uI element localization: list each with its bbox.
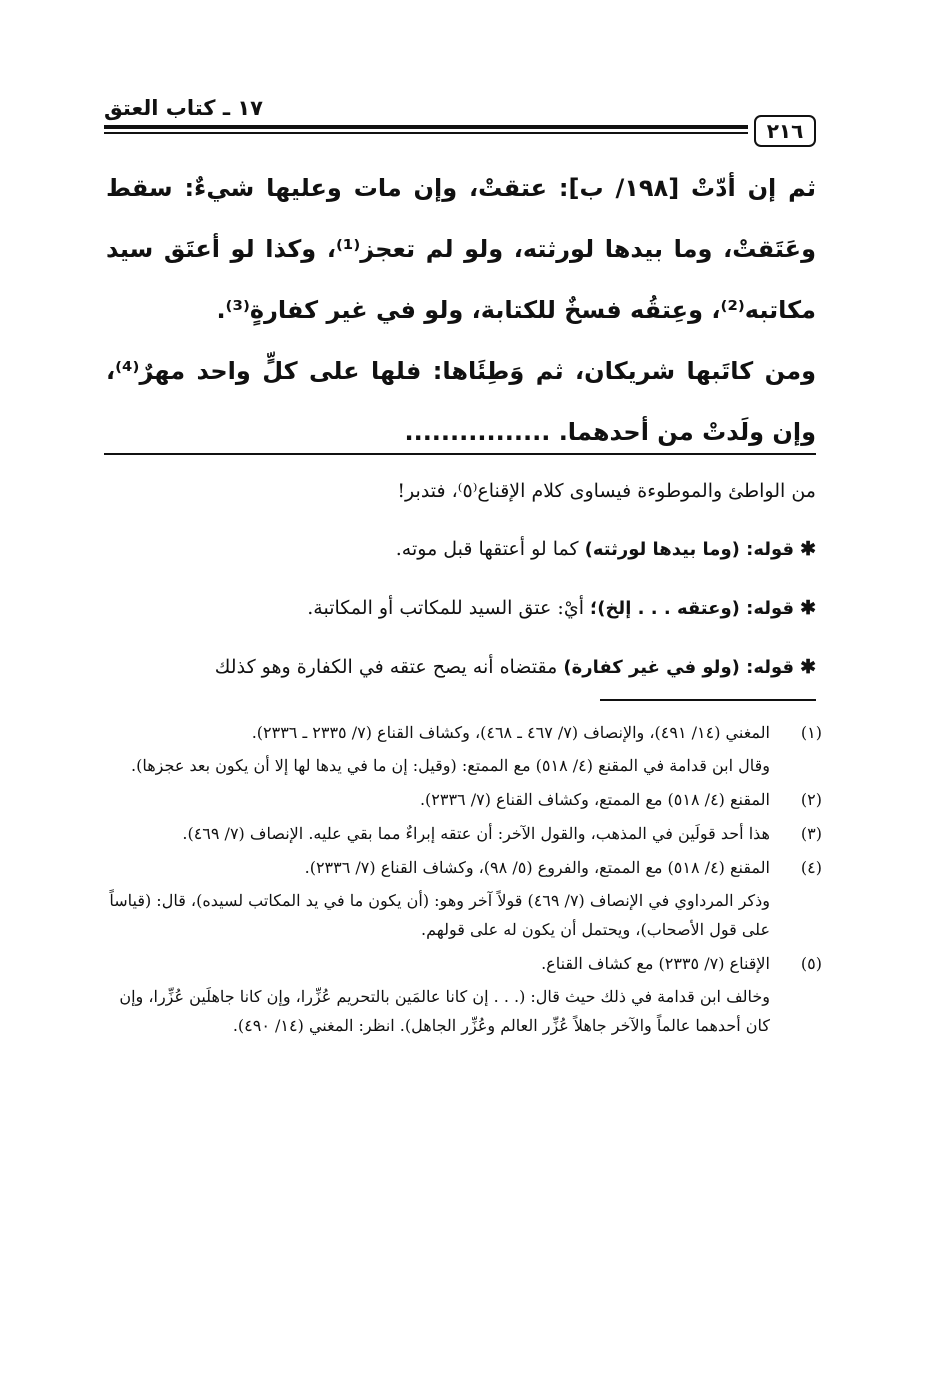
footnote-extra: وقال ابن قدامة في المقنع (٤/ ٥١٨) مع الممتع: (وقيل: إن ما في يدها لها إلا أن يكون بعد عجزها). — [131, 756, 770, 775]
footnote-number: (٣) — [800, 824, 822, 843]
footnote-extra: وذكر المرداوي في الإنصاف (٧/ ٤٦٩) قولاً آخر وهو: (أن يكون ما في يد المكاتب لسيده)، قال: (قياساً على قول الأصحاب)، ويحتمل أن يكون له على قولهم. — [109, 891, 770, 939]
footnote-4 — [106, 853, 822, 944]
footnote-text: الإقناع (٧/ ٢٣٣٥) مع كشاف القناع. — [541, 954, 770, 973]
footnote-text: المقنع (٤/ ٥١٨) مع الممتع، والفروع (٥/ ٩٨)، وكشاف القناع (٧/ ٢٣٣٦). — [304, 858, 770, 877]
chapter-title: ١٧ ـ كتاب العتق — [104, 96, 263, 120]
commentary-text-2: كما لو أعتقها قبل موته. — [395, 538, 579, 560]
ellipsis-dots: ................ — [404, 418, 551, 446]
footnote-number: (٥) — [800, 954, 822, 973]
commentary-text-4: مقتضاه أنه يصح عتقه في الكفارة وهو كذلك — [214, 656, 558, 678]
main-paragraph-1: ثم إن أدّتْ [١٩٨/ ب]: عتقتْ، وإن مات وعليها شيءٌ: سقط وعَتَقتْ، وما بيدها لورثته، ولو لم تعجز⁽¹⁾، وكذا لو أعتَق سيد مكاتبه⁽²⁾، وعِتقُه فسخٌ للكتابة، ولو في غير كفارةٍ⁽³⁾. — [106, 174, 816, 324]
main-paragraph-2 — [106, 341, 816, 463]
commentary-label-2: قوله: (وما بيدها لورثته) — [584, 539, 795, 560]
asterisk-icon: ✱ — [800, 538, 816, 560]
main-paragraph-2-text: ومن كاتَبها شريكان، ثم وَطِئَاها: فلها على كلٍّ واحد مهرٌ⁽⁴⁾، وإن ولَدتْ من أحدهما. — [106, 357, 816, 446]
footnote-extra: وخالف ابن قدامة في ذلك حيث قال: (. . . إن كانا عالمَين بالتحريم عُزِّرا، وإن كانا جاهلَين عُزِّرا، وإن كان أحدهما عالماً والآخر جاهلاً عُزِّر العالم وعُزِّر الجاهل). انظر: المغني (١٤/ ٤٩٠). — [119, 987, 770, 1035]
commentary-label-3: قوله: (وعتقه . . . إلخ)؛ — [590, 598, 795, 619]
header-rule-thin — [104, 132, 748, 134]
footnote-2 — [106, 785, 822, 814]
footnote-number: (٤) — [800, 858, 822, 877]
footnote-text: هذا أحد قولَين في المذهب، والقول الآخر: أن عتقه إبراءٌ مما بقي عليه. الإنصاف (٧/ ٤٦٩). — [182, 824, 770, 843]
header-rule — [104, 125, 748, 129]
commentary-line-2 — [106, 520, 816, 579]
footnote-number: (١) — [800, 723, 822, 742]
main-text — [106, 158, 816, 463]
asterisk-icon: ✱ — [800, 656, 816, 678]
page-number: ٢١٦ — [754, 115, 816, 147]
asterisk-icon: ✱ — [800, 597, 816, 619]
footnote-5 — [106, 949, 822, 1040]
footnote-rule — [600, 699, 816, 701]
commentary-line-3 — [106, 579, 816, 638]
commentary-label-4: قوله: (ولو في غير كفارة) — [563, 657, 795, 678]
commentary — [106, 462, 816, 697]
text-separator — [104, 453, 816, 455]
commentary-line-4 — [106, 638, 816, 697]
footnote-text: المقنع (٤/ ٥١٨) مع الممتع، وكشاف القناع (٧/ ٢٣٣٦). — [419, 790, 770, 809]
footnote-3 — [106, 819, 822, 848]
footnote-number: (٢) — [800, 790, 822, 809]
commentary-text-3: أيْ: عتق السيد للمكاتب أو المكاتبة. — [307, 597, 584, 619]
footnote-1 — [106, 718, 822, 780]
footnote-text: المغني (١٤/ ٤٩١)، والإنصاف (٧/ ٤٦٧ ـ ٤٦٨)، وكشاف القناع (٧/ ٢٣٣٥ ـ ٢٣٣٦). — [251, 723, 770, 742]
footnotes — [106, 718, 822, 1045]
commentary-line-1: من الواطئ والموطوءة فيساوى كلام الإقناع⁽٥⁾، فتدبر! — [397, 480, 816, 502]
